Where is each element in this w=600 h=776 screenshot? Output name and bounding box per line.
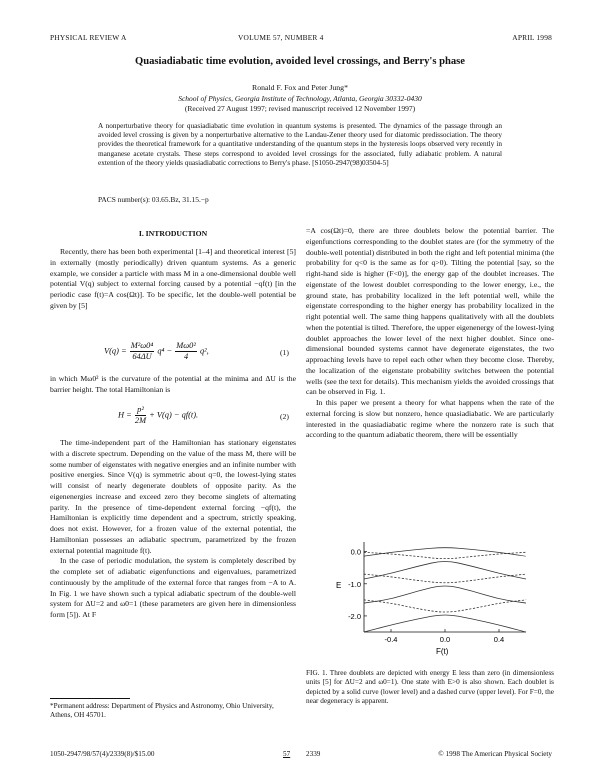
right-column: [306, 226, 554, 441]
volume-number: VOLUME 57, NUMBER 4: [238, 33, 324, 42]
plot-area: [364, 548, 526, 632]
y-axis-label: E: [336, 581, 342, 590]
figure-caption: FIG. 1. Three doublets are depicted with energy E less than zero (in dimensionless units [5] for ΔU=2 and ω0=1). One state with E>0 is also shown. Each doublet is depicted by a solid curve (lower level) and a dashed curve (upper level). For F=0, the near degeneracy is apparent.: [306, 669, 554, 705]
footnote: *Permanent address: Department of Physics and Astronomy, Ohio University, Athens, OH 45701.: [50, 702, 274, 720]
eq1-fraction-2: [175, 341, 197, 362]
eq1-f1-numerator: M²ω0⁴: [130, 341, 154, 350]
footnote-rule: [50, 698, 130, 699]
energy-level-dashed-1: [364, 600, 526, 612]
equation-1: [104, 341, 209, 362]
eq1-middle: q⁴ −: [157, 346, 173, 356]
x-axis-label: F(t): [436, 647, 449, 656]
section-heading: I. INTRODUCTION: [138, 229, 208, 238]
eq2-denominator: 2M: [134, 416, 147, 425]
eq1-end: q²,: [199, 346, 209, 356]
left-column-mid: [50, 374, 296, 396]
paragraph: Recently, there has been both experimental [1–4] and theoretical interest [5] in externally (mostly periodically) driven quantum systems. As a generic example, we consider a particle with mass M in a one-dimensional double well potential V(q) subject to external forcing caused by a potential −qf(t) [in the periodic case f(t)=A cos(Ωt)]. To be specific, let the double-well potential be given by [5]: [50, 247, 296, 310]
authors: Ronald F. Fox and Peter Jung*: [252, 83, 348, 92]
eq2-lhs: H =: [118, 410, 132, 420]
paragraph: In this paper we present a theory for what happens when the rate of the external forcing is slow but nonzero, hence quasiadiabatic. We are particularly interested in the quasiadiabatic regime where the nonzero rate is such that according to the quantum adiabatic theorem, there will be essentially: [306, 398, 554, 440]
pacs-numbers: PACS number(s): 03.65.Bz, 31.15.−p: [98, 195, 209, 204]
y-tick-label: -2.0: [348, 611, 361, 621]
equation-2: [118, 405, 198, 426]
equation-2-number: (2): [280, 412, 289, 421]
left-column-top: [50, 247, 296, 312]
affiliation: School of Physics, Georgia Institute of Technology, Atlanta, Georgia 30332-0430: [178, 94, 422, 103]
paragraph: The time-independent part of the Hamiltonian has stationary eigenstates with a discrete spectrum. Depending on the value of the mass M, there will be some number of eigenstates with negative energies and an infinite number with positive energies. Since V(q) is symmetric about q=0, the lowest-lying states will consist of nearly degenerate doublets of opposite parity. As the eigenenergies increase and exceed zero they become singlets of alternating parity. In the presence of time-dependent external forcing −qf(t), the Hamiltonian is explicitly time dependent and a spectrum, strictly speaking, does not exist. However, for a frozen value of the external potential, the Hamiltonian possesses an adiabatic spectrum, parametrized by the frozen external potential magnitude f(t).: [50, 438, 296, 555]
paragraph: =A cos(Ωt)=0, there are three doublets below the potential barrier. The eigenfunctions corresponding to the doublet states are (for the symmetry of the double-well potential) distributed in both the right and left potential minima (the probability for q<0 is the same as for q>0). Tilting the potential [say, so the right-hand side is higher (F<0)], the energy gap of the doublet increases. The eigenstate of the lowest doublet corresponding to the lower energy, i.e., the ground state, has probability localized in the left potential well, while the eigenstate corresponding to the higher energy has probability localized in the right potential well. The same thing happens qualitatively with all the doublets when the potential is tilted. Therefore, the upper eigenenergy of the lowest-lying doublet approaches the lower level of the next higher doublet. Since one-dimensional bounded systems cannot have degenerate eigenstates, the two approaching levels have to repel each other when they become close. Thereby, the localization of the eigenstate probability switches between the potential wells (see the text for details). This mechanism yields the avoided crossings that can be observed in Fig. 1.: [306, 226, 554, 397]
received-dates: (Received 27 August 1997; revised manuscript received 12 November 1997): [184, 104, 416, 113]
copyright: © 1998 The American Physical Society: [438, 750, 552, 758]
journal-name: PHYSICAL REVIEW A: [50, 33, 127, 42]
y-tick-label: 0.0: [350, 547, 361, 557]
paragraph: In the case of periodic modulation, the system is completely described by the complete set of adiabatic eigenfunctions and eigenvalues, parametrized continuously by the amplitude of the external force that ranges from −A to A. In Fig. 1 we have shown such a typical adiabatic spectrum of the double-well system for ΔU=2 and ω0=1 (these parameters are given here in dimensionless form [5]). At F: [50, 556, 296, 619]
energy-level-solid-6: [364, 548, 526, 556]
figure-1-chart: [330, 536, 530, 658]
eq2-rhs: + V(q) − qf(t).: [149, 410, 199, 420]
eq1-f1-denominator: 64ΔU: [132, 352, 152, 361]
y-tick-label: -1.0: [348, 579, 361, 589]
paragraph: in which Mω0² is the curvature of the potential at the minima and ΔU is the barrier height. The total Hamiltonian is: [50, 374, 296, 394]
eq1-fraction-1: [130, 341, 155, 362]
energy-level-dashed-3: [364, 574, 526, 583]
article-code: 1050-2947/98/57(4)/2339(8)/$15.00: [50, 750, 155, 758]
page-number: 2339: [306, 750, 321, 758]
volume-number-footer: 57: [283, 750, 291, 758]
eq1-f2-denominator: 4: [183, 352, 189, 361]
energy-level-dashed-5: [364, 552, 526, 558]
x-tick-label: -0.4: [384, 635, 398, 644]
eq1-f2-numerator: Mω0²: [176, 341, 196, 350]
ticks: [348, 548, 504, 644]
x-tick-label: 0.0: [439, 635, 451, 644]
eq2-numerator: p²: [135, 405, 146, 416]
abstract: A nonperturbative theory for quasiadiabatic time evolution in quantum systems is presented. The dynamics of the passage through an avoided level crossing is given by a nonperturbative alternative to the Landau-Zener theory used for diatomic predissociation. The theory provides the theoretical framework for a quantitative understanding of the quantum steps in the hysteresis loops observed very recently in manganese acetate crystals. These steps correspond to avoided level crossings for the associated, fully adiabatic problem. A natural extention of the theory yields quasiadiabatic corrections to Berry's phase. [S1050-2947(98)03504-5]: [98, 122, 502, 167]
eq2-fraction: [135, 405, 146, 426]
left-column-bottom: [50, 438, 296, 621]
x-tick-label: 0.4: [493, 635, 505, 644]
equation-1-number: (1): [280, 348, 289, 357]
energy-level-solid-2: [364, 586, 526, 603]
issue-date: APRIL 1998: [512, 33, 552, 42]
paper-title: Quasiadiabatic time evolution, avoided level crossings, and Berry's phase: [135, 56, 465, 67]
eq1-lhs: V(q) =: [104, 346, 127, 356]
